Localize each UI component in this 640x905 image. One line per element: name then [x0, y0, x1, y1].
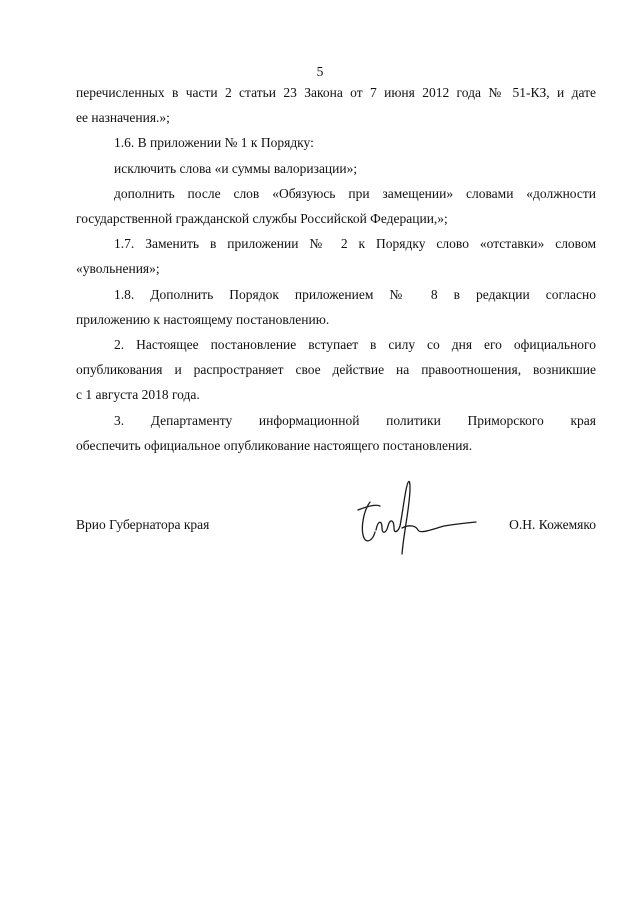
text-line: 1.7. Заменить в приложении № 2 к Порядку слово «отставки» словом — [114, 236, 596, 252]
page-number: 5 — [316, 64, 324, 79]
text-line: исключить слова «и суммы валоризации»; — [114, 160, 358, 176]
document-body — [76, 80, 596, 458]
text-line: 1.6. В приложении № 1 к Порядку: — [114, 135, 314, 151]
text-line: обеспечить официальное опубликование настоящего постановления. — [76, 437, 473, 453]
text-line: «увольнения»; — [76, 261, 160, 277]
text-line: дополнить после слов «Обязуюсь при замещении» словами «должности — [114, 185, 596, 201]
text-line: 2. Настоящее постановление вступает в силу со дня его официального — [114, 337, 596, 353]
handwritten-signature-image — [340, 470, 480, 560]
text-line: с 1 августа 2018 года. — [76, 387, 200, 403]
text-line: перечисленных в части 2 статьи 23 Закона от 7 июня 2012 года № 51-КЗ, и дате — [76, 85, 596, 100]
text-line: 1.8. Дополнить Порядок приложением № 8 в редакции согласно — [114, 286, 596, 302]
text-line: государственной гражданской службы Российской Федерации,»; — [76, 211, 448, 227]
signature-block — [76, 517, 596, 543]
text-line: приложению к настоящему постановлению. — [76, 311, 330, 327]
text-line: 3. Департаменту информационной политики Приморского края — [114, 412, 596, 428]
signatory-name: О.Н. Кожемяко — [509, 517, 596, 532]
text-line: ее назначения.»; — [76, 110, 170, 126]
text-line: опубликования и распространяет свое действие на правоотношения, возникшие — [76, 362, 596, 378]
signatory-title: Врио Губернатора края — [76, 517, 210, 532]
